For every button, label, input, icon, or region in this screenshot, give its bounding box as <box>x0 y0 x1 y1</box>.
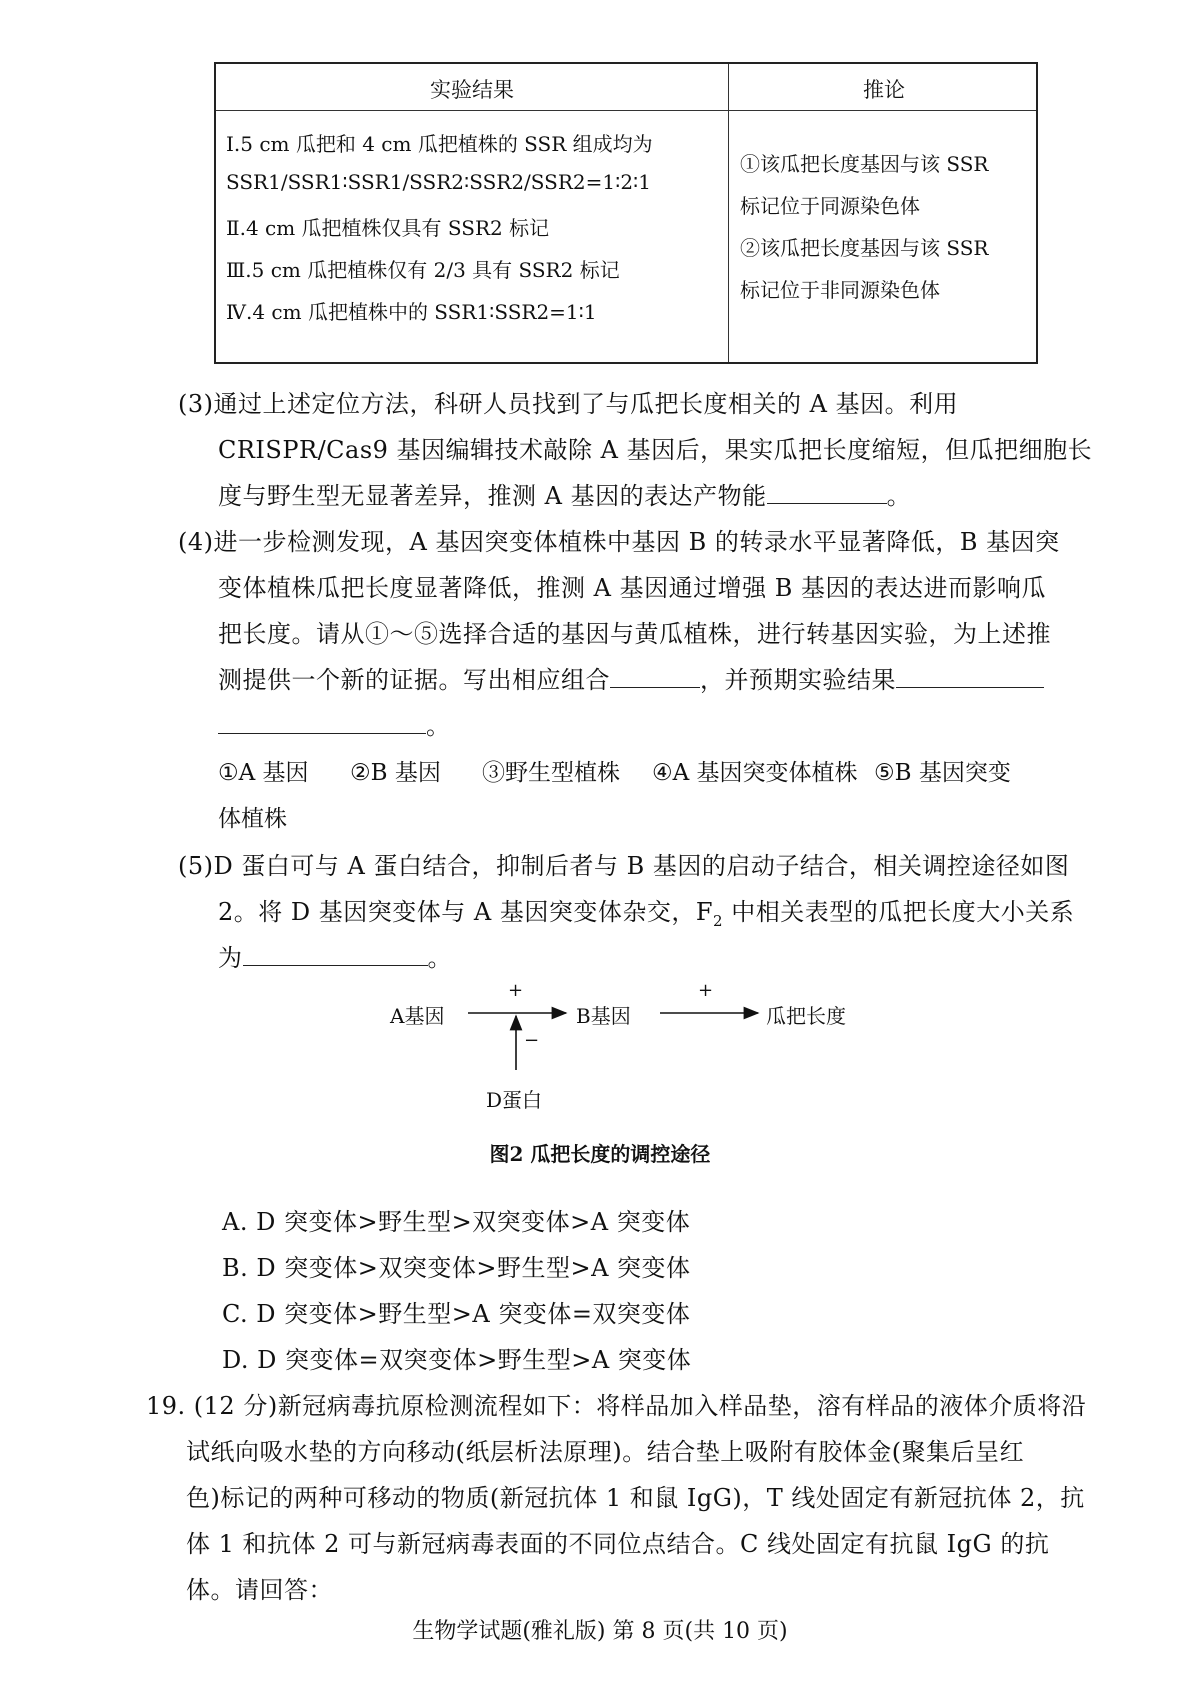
q3-line: (3)通过上述定位方法，科研人员找到了与瓜把长度相关的 A 基因。利用 <box>178 390 959 418</box>
q3-line-last <box>218 476 911 511</box>
q3-line: CRISPR/Cas9 基因编辑技术敲除 A 基因后，果实瓜把长度缩短，但瓜把细胞长 <box>218 436 1093 464</box>
q4-option-cont: 体植株 <box>218 806 287 832</box>
result-line: Ⅱ.4 cm 瓜把植株仅具有 SSR2 标记 <box>226 216 550 240</box>
q5-text-wei: 为 <box>218 944 243 972</box>
q4-option: ③野生型植株 <box>482 760 620 786</box>
result-line: SSR1/SSR1∶SSR1/SSR2∶SSR2/SSR2=1∶2∶1 <box>226 170 651 194</box>
choice-a[interactable]: A. D 突变体>野生型>双突变体>A 突变体 <box>222 1208 691 1236</box>
q4-option: ②B 基因 <box>350 760 441 786</box>
inference-line: 标记位于非同源染色体 <box>740 278 940 302</box>
q5-line-3 <box>218 938 452 973</box>
node-b-gene: B基因 <box>576 1004 631 1028</box>
choice-c[interactable]: C. D 突变体>野生型>A 突变体=双突变体 <box>222 1300 691 1328</box>
header-inference: 推论 <box>863 78 905 102</box>
q4-end: 。 <box>426 712 451 740</box>
choice-b[interactable]: B. D 突变体>双突变体>野生型>A 突变体 <box>222 1254 691 1282</box>
q4-result-blank-cont[interactable] <box>218 732 426 734</box>
q4-line: 变体植株瓜把长度显著降低，推测 A 基因通过增强 B 基因的表达进而影响瓜 <box>218 574 1046 602</box>
q19-line: 19. (12 分)新冠病毒抗原检测流程如下：将样品加入样品垫，溶有样品的液体介质将沿 <box>146 1392 1087 1420</box>
q5-answer-blank[interactable] <box>243 964 428 966</box>
q5-line-2 <box>218 892 1074 930</box>
sign-plus-ab: + <box>508 980 524 1001</box>
q19-line: 色)标记的两种可移动的物质(新冠抗体 1 和鼠 IgG)，T 线处固定有新冠抗体 2，抗 <box>186 1484 1085 1512</box>
q19-line: 试纸向吸水垫的方向移动(纸层析法原理)。结合垫上吸附有胶体金(聚集后呈红 <box>186 1438 1025 1466</box>
page-footer: 生物学试题(雅礼版) 第 8 页(共 10 页) <box>412 1619 788 1644</box>
q4-option: ①A 基因 <box>218 760 309 786</box>
result-table <box>214 62 1038 364</box>
result-line: Ⅲ.5 cm 瓜把植株仅有 2/3 具有 SSR2 标记 <box>226 258 620 282</box>
q4-line-end <box>218 706 451 741</box>
q4-line-combo <box>218 660 1044 695</box>
inference-line: 标记位于同源染色体 <box>740 194 920 218</box>
q4-option: ⑤B 基因突变 <box>874 760 1011 786</box>
q19-line: 体。请回答： <box>186 1576 333 1604</box>
table-divider <box>728 64 729 362</box>
header-results: 实验结果 <box>430 78 514 102</box>
q4-line: 把长度。请从①～⑤选择合适的基因与黄瓜植株，进行转基因实验，为上述推 <box>218 620 1051 648</box>
result-line: Ⅳ.4 cm 瓜把植株中的 SSR1∶SSR2=1∶1 <box>226 300 597 324</box>
q19-line: 体 1 和抗体 2 可与新冠病毒表面的不同位点结合。C 线处固定有抗鼠 IgG 的抗 <box>186 1530 1050 1558</box>
q5-subscript: 2 <box>713 911 724 930</box>
q4-result-blank[interactable] <box>896 686 1044 688</box>
sign-minus-d: − <box>524 1030 540 1051</box>
q4-mid: ，并预期实验结果 <box>700 666 896 694</box>
q5-line: (5)D 蛋白可与 A 蛋白结合，抑制后者与 B 基因的启动子结合，相关调控途径如图 <box>178 852 1070 880</box>
node-length: 瓜把长度 <box>766 1004 846 1028</box>
q4-line: (4)进一步检测发现，A 基因突变体植株中基因 B 的转录水平显著降低，B 基因突 <box>178 528 1060 556</box>
q3-text: 度与野生型无显著差异，推测 A 基因的表达产物能 <box>218 482 767 510</box>
q5-end: 。 <box>427 944 452 972</box>
q3-end: 。 <box>886 482 912 510</box>
q4-combo-blank[interactable] <box>610 686 700 688</box>
figure-caption: 图2 瓜把长度的调控途径 <box>489 1142 711 1166</box>
node-a-gene: A基因 <box>390 1004 445 1028</box>
choice-d[interactable]: D. D 突变体=双突变体>野生型>A 突变体 <box>222 1346 692 1374</box>
q3-answer-blank[interactable] <box>767 502 887 504</box>
node-d-protein: D蛋白 <box>486 1088 543 1112</box>
pathway-diagram <box>380 980 846 1128</box>
q4-text: 测提供一个新的证据。写出相应组合 <box>218 666 610 694</box>
result-line: Ⅰ.5 cm 瓜把和 4 cm 瓜把植株的 SSR 组成均为 <box>226 132 653 156</box>
sign-plus-bc: + <box>698 980 714 1001</box>
inference-line: ①该瓜把长度基因与该 SSR <box>740 152 989 176</box>
q4-option: ④A 基因突变体植株 <box>652 760 858 786</box>
q5-text-rest: 中相关表型的瓜把长度大小关系 <box>723 898 1075 926</box>
q5-text: 2。将 D 基因突变体与 A 基因突变体杂交，F <box>218 898 714 926</box>
inference-line: ②该瓜把长度基因与该 SSR <box>740 236 989 260</box>
